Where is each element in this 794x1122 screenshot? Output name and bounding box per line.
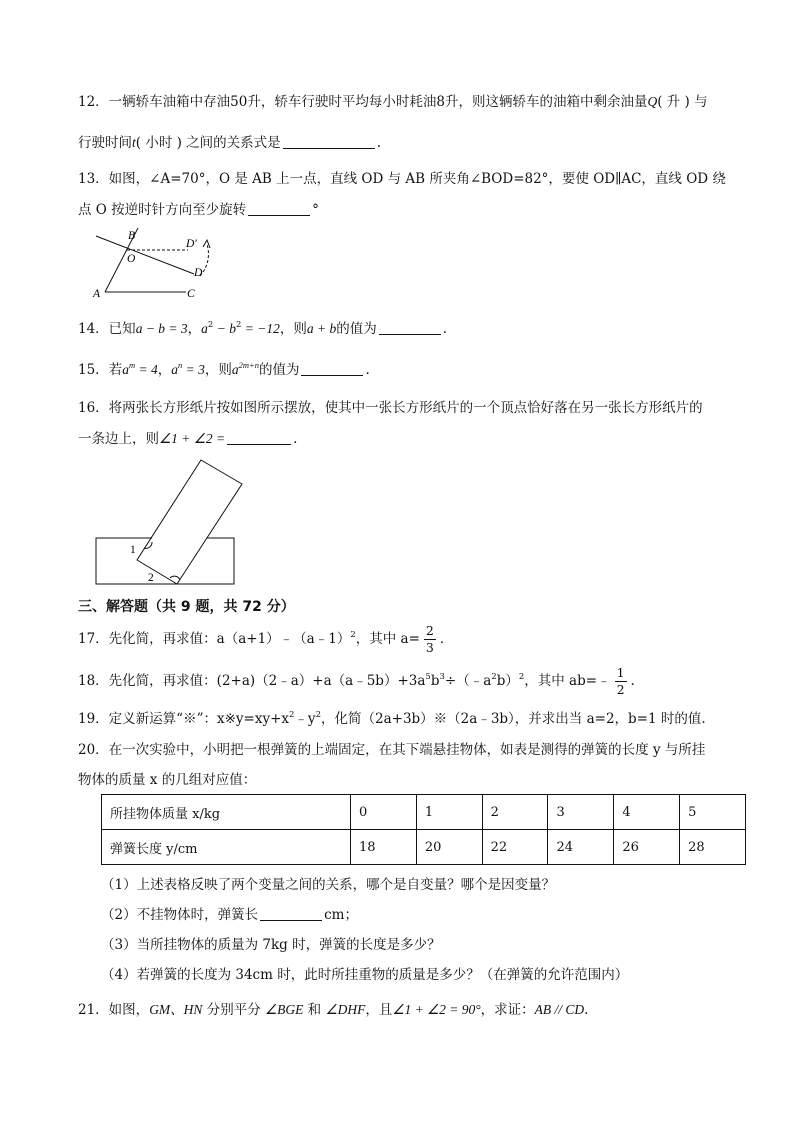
answer-blank-20-2[interactable] bbox=[260, 906, 322, 921]
table-cell: 20 bbox=[416, 830, 482, 865]
data-table bbox=[101, 794, 746, 865]
table-cell: 5 bbox=[680, 795, 746, 830]
q17-line: 17．先化简，再求值：a（a+1）﹣（a﹣1）$^2$，其中 a= $\frac{2}{3}$ ． bbox=[78, 622, 454, 655]
answer-blank-14[interactable] bbox=[379, 320, 441, 335]
q13-line1: 13．如图，∠A=70°，O 是 AB 上一点，直线 OD 与 AB 所夹角∠BOD=82°，要使 OD∥AC，直线 OD 绕 bbox=[78, 171, 726, 187]
q19-line: 19．定义新运算“※”：$x※y=xy+x^2﹣y^2$，化简（2a+3b）※（2a﹣3b），并求出当 a=2，b=1 时的值. bbox=[78, 710, 706, 727]
q16-line2: 一条边上，则∠1 + ∠2 = . bbox=[78, 431, 298, 447]
q14-line: 14．已知a − b = 3，$a^2 - b^2 = -12$，则a + b的值为 . bbox=[78, 320, 448, 337]
figure-16 bbox=[92, 456, 252, 588]
label-d-prime: D′ bbox=[186, 238, 197, 250]
label-b: B bbox=[128, 230, 136, 242]
q20-line2: 物体的质量 x 的几组对应值： bbox=[78, 772, 257, 788]
table-cell: 1 bbox=[416, 795, 482, 830]
q16-line1: 16．将两张长方形纸片按如图所示摆放，使其中一张长方形纸片的一个顶点恰好落在另一张长方形纸片的 bbox=[78, 400, 703, 416]
var-Q: Q bbox=[647, 94, 658, 109]
label-c: C bbox=[187, 288, 195, 300]
q12-line1: 12．一辆轿车油箱中存油50升，轿车行驶时平均每小时耗油8升，则这辆轿车的油箱中剩余油量Q( 升 ) 与 bbox=[78, 94, 708, 110]
q18-line: 18．先化简，再求值：$(2+a)(2﹣a)+a(a﹣5b)+3a^5b^3\div(﹣a^2b)^2$，其中 ab=﹣ $\frac{1}{2}$ . bbox=[78, 664, 635, 697]
answer-blank-16[interactable] bbox=[227, 430, 291, 445]
answer-blank-15[interactable] bbox=[301, 361, 363, 376]
angle-label-1: 1 bbox=[130, 544, 136, 556]
table-cell: 3 bbox=[548, 795, 614, 830]
table-cell: 18 bbox=[351, 830, 417, 865]
table-cell: 28 bbox=[680, 830, 746, 865]
table-row bbox=[102, 830, 746, 865]
q13-line2: 点 O 按逆时针方向至少旋转 ° bbox=[78, 202, 319, 218]
table-cell: 4 bbox=[614, 795, 680, 830]
label-o: O bbox=[127, 253, 136, 265]
q20-sub1: （1）上述表格反映了两个变量之间的关系，哪个是自变量？哪个是因变量？ bbox=[101, 877, 556, 893]
q20-sub2: （2）不挂物体时，弹簧长 cm； bbox=[101, 907, 358, 923]
fraction-1-2: $\frac{1}{2}$ bbox=[616, 664, 625, 697]
table-cell: 24 bbox=[548, 830, 614, 865]
table-cell: 22 bbox=[482, 830, 548, 865]
line-od bbox=[96, 236, 194, 274]
table-cell: 26 bbox=[614, 830, 680, 865]
q12-line2: 行驶时间t( 小时 ) 之间的关系式是 . bbox=[78, 135, 381, 151]
angle-label-2: 2 bbox=[148, 572, 154, 584]
table-header-length: 弹簧长度 y/cm bbox=[102, 830, 351, 865]
figure-13 bbox=[90, 226, 230, 302]
q20-sub4: （4）若弹簧的长度为 34cm 时，此时所挂重物的质量是多少？（在弹簧的允许范围内） bbox=[101, 967, 629, 983]
label-d: D bbox=[194, 267, 203, 279]
var-t: t bbox=[132, 135, 136, 150]
q15-line: 15．若$a^m = 4$，$a^n = 3$，则$a^{2m+n}$的值为 . bbox=[78, 360, 370, 378]
rect-tilted bbox=[137, 460, 242, 584]
q21-line: 21．如图，GM、HN 分别平分 ∠BGE 和 ∠DHF，且∠1 + ∠2 = 90°，求证：AB // CD. bbox=[78, 1002, 589, 1018]
table-header-mass: 所挂物体质量 x/kg bbox=[102, 795, 351, 830]
table-cell: 0 bbox=[351, 795, 417, 830]
answer-blank-13[interactable] bbox=[248, 201, 310, 216]
table-row bbox=[102, 795, 746, 830]
q20-sub3: （3）当所挂物体的质量为 7kg 时，弹簧的长度是多少？ bbox=[101, 937, 441, 953]
section-heading: 三、解答题（共 9 题，共 72 分） bbox=[78, 599, 295, 615]
answer-blank-12[interactable] bbox=[283, 134, 375, 149]
arrowhead-icon bbox=[203, 240, 210, 248]
label-a: A bbox=[93, 288, 101, 300]
table-cell: 2 bbox=[482, 795, 548, 830]
q20-line1: 20．在一次实验中，小明把一根弹簧的上端固定，在其下端悬挂物体，如表是测得的弹簧的长度 y 与所挂 bbox=[78, 742, 706, 758]
fraction-2-3: $\frac{2}{3}$ bbox=[425, 622, 434, 655]
